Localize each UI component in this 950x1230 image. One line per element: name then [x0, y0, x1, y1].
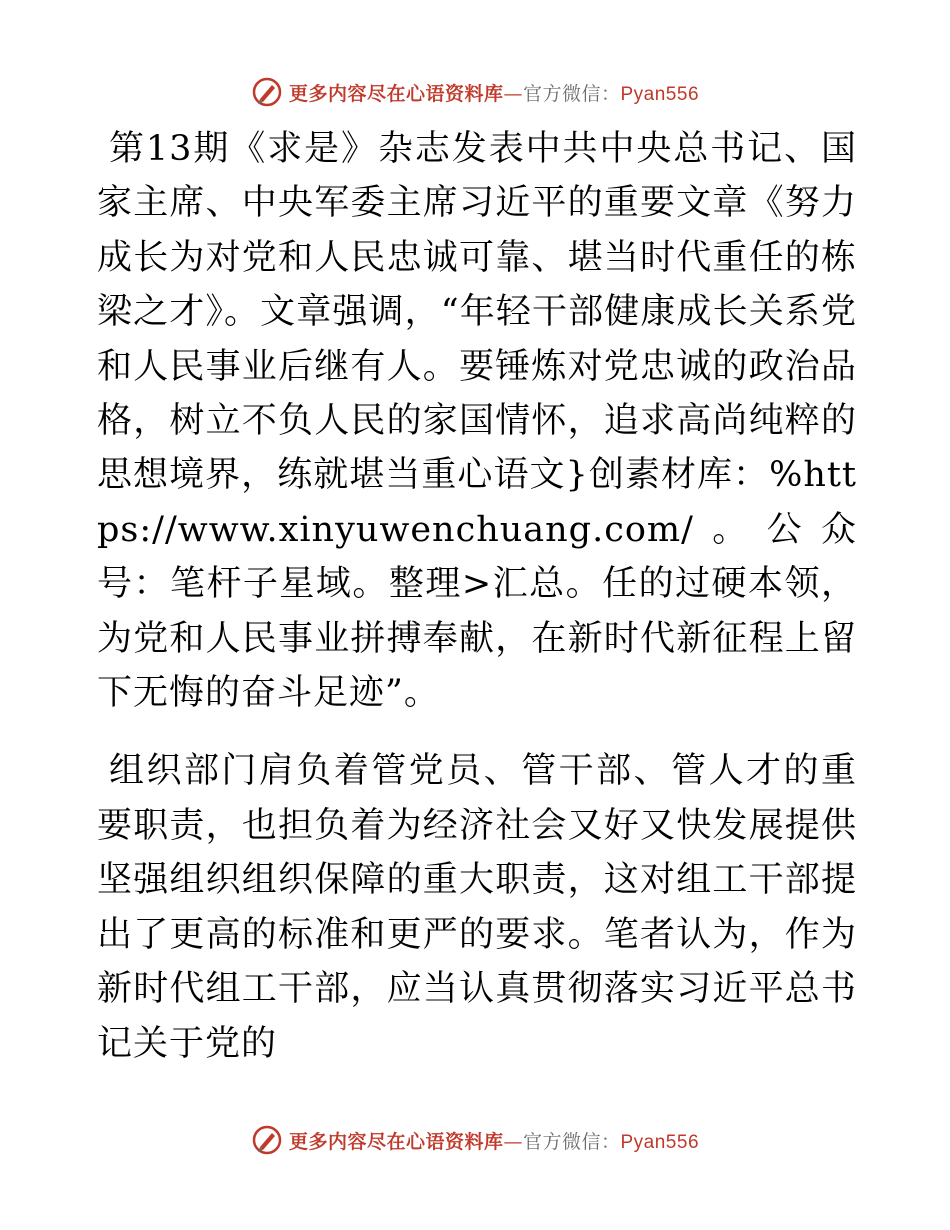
header-wechat-id: Pyan556 — [620, 83, 700, 105]
header-brand-text: 更多内容尽在心语资料库 — [288, 82, 504, 105]
footer-separator: — — [503, 1130, 523, 1153]
footer-banner — [0, 1120, 950, 1160]
footer-banner-text — [289, 1127, 699, 1154]
footer-wechat-label: 官方微信： — [522, 1130, 621, 1153]
article-body — [97, 122, 857, 1071]
footer-wechat-id: Pyan556 — [620, 1131, 700, 1153]
header-banner-text — [289, 79, 699, 106]
pen-circle-logo-icon — [251, 76, 283, 108]
header-banner — [0, 72, 950, 112]
footer-brand-text: 更多内容尽在心语资料库 — [288, 1130, 504, 1153]
paragraph-1: 第13期《求是》杂志发表中共中央总书记、国家主席、中央军委主席习近平的重要文章《努力成长为对党和人民忠诚可靠、堪当时代重任的栋梁之才》。文章强调，“年轻干部健康成长关系党和人民事业后继有人。要锤炼对党忠诚的政治品格，树立不负人民的家国情怀，追求高尚纯粹的思想境界，练就堪当重心语文}创素材库：%https://www.xinyuwenchuang.com/。公众号：笔杆子星域。整理>汇总。任的过硬本领，为党和人民事业拼搏奉献，在新时代新征程上留下无悔的奋斗足迹”。 — [97, 129, 857, 714]
header-separator: — — [503, 82, 523, 105]
header-wechat-label: 官方微信： — [522, 82, 621, 105]
pen-circle-logo-icon — [251, 1124, 283, 1156]
paragraph-2: 组织部门肩负着管党员、管干部、管人才的重要职责，也担负着为经济社会又好又快发展提供坚强组织组织保障的重大职责，这对组工干部提出了更高的标准和更严的要求。笔者认为，作为新时代组工干部，应当认真贯彻落实习近平总书记关于党的 — [97, 751, 857, 1064]
